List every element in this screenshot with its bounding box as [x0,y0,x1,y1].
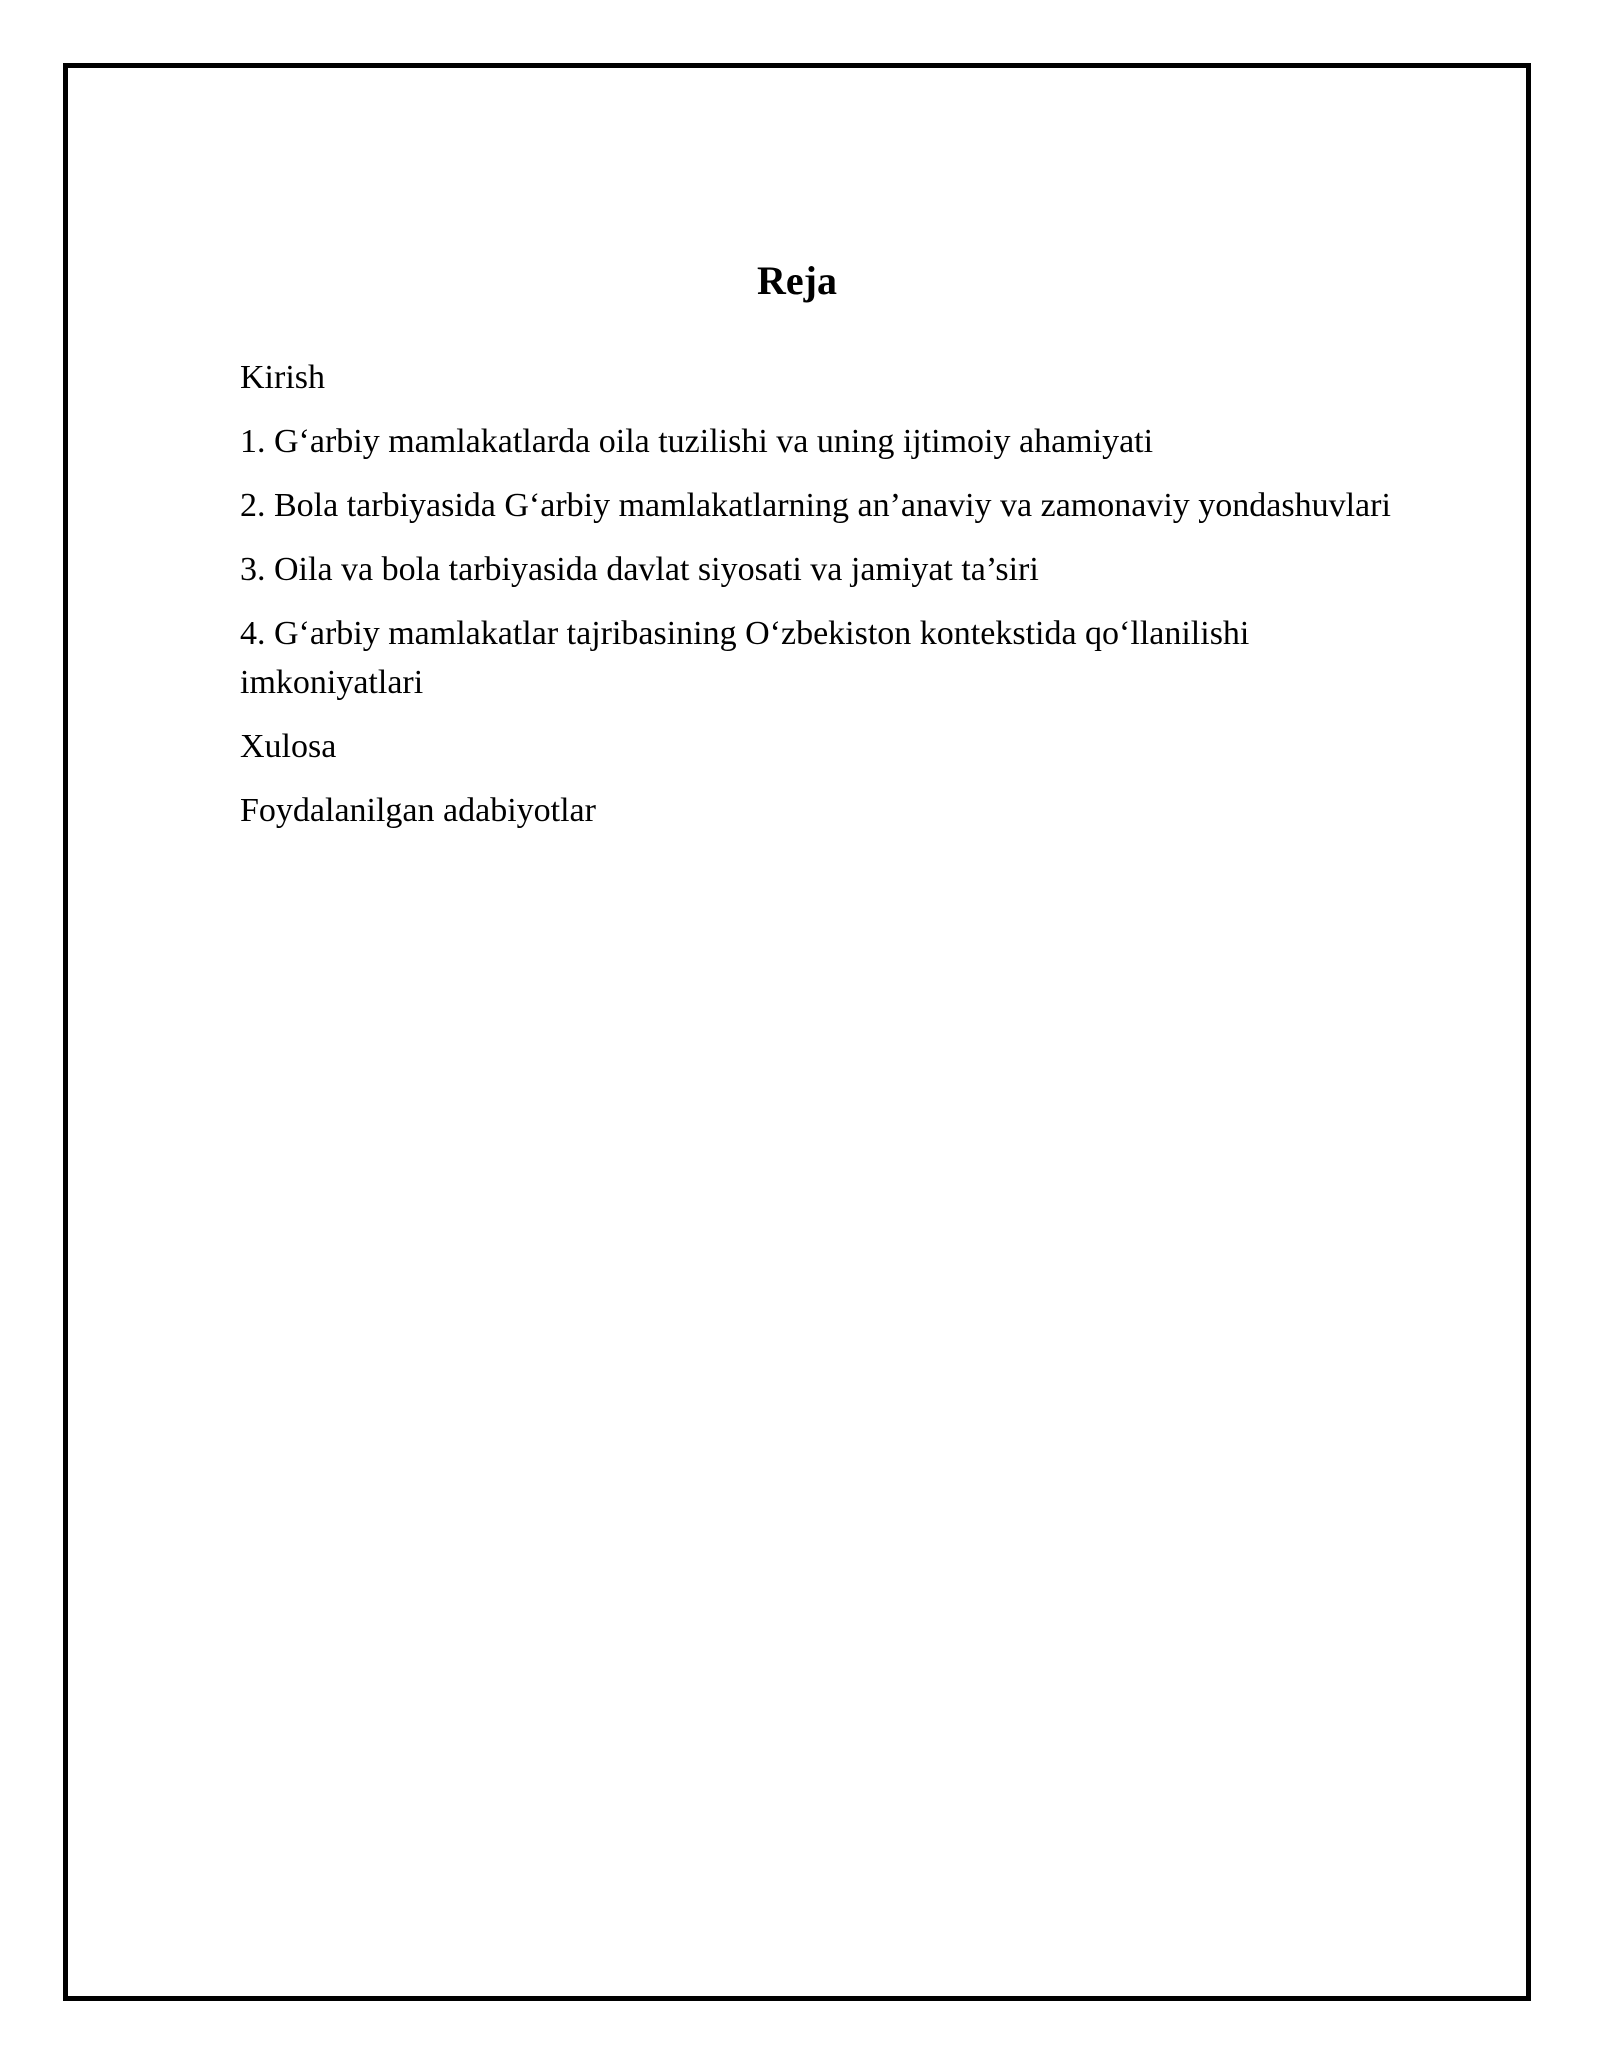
plan-item-references: Foydalanilgan adabiyotlar [240,792,596,829]
plan-item-1: 1. G‘arbiy mamlakatlarda oila tuzilishi va uning ijtimoiy ahamiyati [240,423,1154,460]
plan-item-3: 3. Oila va bola tarbiyasida davlat siyosati va jamiyat ta’siri [240,551,1039,588]
page-title: Reja [757,258,837,303]
plan-item-2: 2. Bola tarbiyasida G‘arbiy mamlakatlarning an’anaviy va zamonaviy yondashuvlari [240,487,1391,524]
page-frame [63,63,1531,2001]
plan-list [240,353,1420,850]
plan-item-4: 4. G‘arbiy mamlakatlar tajribasining O‘zbekiston kontekstida qo‘llanilishi imkoniyatlari [240,615,1250,701]
plan-item-conclusion: Xulosa [240,728,337,765]
plan-item-intro: Kirish [240,359,325,396]
